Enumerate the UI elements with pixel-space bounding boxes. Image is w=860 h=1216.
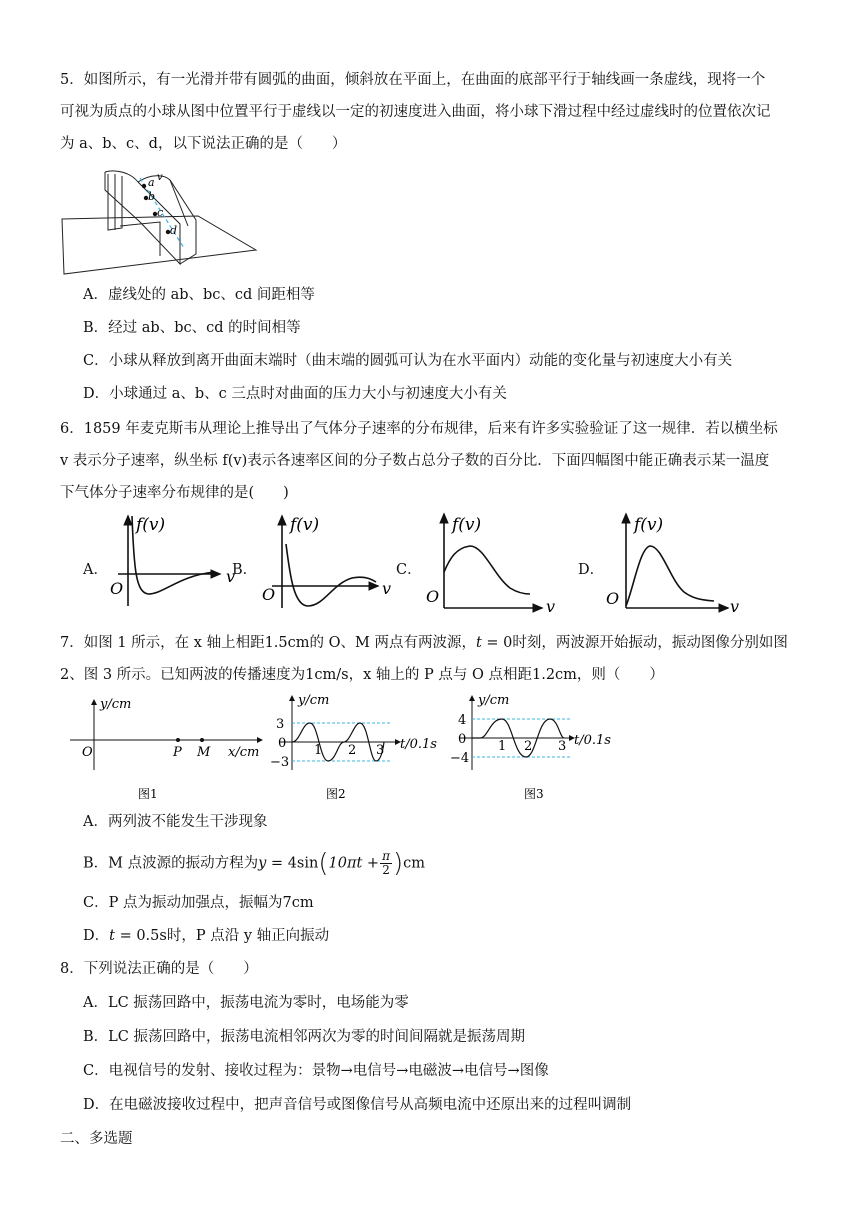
q5-line1: 5．如图所示，有一光滑并带有圆弧的曲面，倾斜放在平面上，在曲面的底部平行于轴线画一条虚线，现将一个 [60,72,766,88]
q7-line1: 7．如图 1 所示，在 x 轴上相距1.5cm的 O、M 两点有两波源，t = 0时刻，两波源开始振动，振动图像分别如图 [60,635,788,651]
q7-fig3-zero: 0 [458,732,467,747]
q6-d-origin: O [606,589,620,608]
q7-option-b: B．M 点波源的振动方程为y = 4sin(10πt + $\frac{\pi}{2}$ )cm [83,848,425,879]
q6-letter-d: D． [578,562,605,578]
q6-graph-c [424,510,564,614]
q7-option-c: C．P 点为振动加强点，振幅为7cm [83,895,314,911]
q7-fig1-m: M [197,745,211,760]
q8-option-d: D．在电磁波接收过程中，把声音信号或图像信号从高频电流中还原出来的过程叫调制 [83,1097,632,1113]
q5-label-a: a [148,176,155,189]
q7-fig3-t2: 2 [524,739,533,754]
q6-a-xlabel: v [226,567,236,586]
q6-a-ylabel: f(v) [136,515,166,535]
q6-d-ylabel: f(v) [634,515,664,535]
q7-fig3-xlabel: t/0.1s [574,733,611,748]
q8-option-c: C．电视信号的发射、接收过程为：景物→电信号→电磁波→电信号→图像 [83,1063,549,1079]
q6-line2: v 表示分子速率，纵坐标 f(v)表示各速率区间的分子数占总分子数的百分比．下面四幅图中能正确表示某一温度 [60,453,770,469]
q7-fig2-bottom: −3 [270,755,290,770]
q6-d-xlabel: v [730,597,740,616]
q5-label-c: c [157,206,164,219]
q6-c-xlabel: v [546,597,556,616]
q7-figure-1 [66,692,266,804]
q7-fig1-caption: 图1 [138,787,158,801]
q6-letter-b: B． [232,562,258,578]
q5-line3: 为 a、b、c、d，以下说法正确的是（ ） [60,136,347,152]
q7-fig2-t3: 3 [376,743,385,758]
q5-option-c: C．小球从释放到离开曲面末端时（曲末端的圆弧可认为在水平面内）动能的变化量与初速度大小有关 [83,353,733,369]
q7-fig1-p: P [173,745,182,760]
q5-option-b: B．经过 ab、bc、cd 的时间相等 [83,320,301,336]
q7-fig3-caption: 图3 [524,787,544,801]
q7-figure-3 [450,690,630,804]
q7-option-a: A．两列波不能发生干涉现象 [83,814,268,830]
q5-option-a: A．虚线处的 ab、bc、cd 间距相等 [83,287,315,303]
q7-fig3-ylabel: y/cm [478,693,510,708]
q6-letter-a: A． [83,562,108,578]
q8-option-a: A．LC 振荡回路中，振荡电流为零时，电场能为零 [83,995,409,1011]
q5-line2: 可视为质点的小球从图中位置平行于虚线以一定的初速度进入曲面，将小球下滑过程中经过虚线时的位置依次记 [60,104,771,120]
q7-fig3-t1: 1 [498,739,507,754]
q7-line2: 2、图 3 所示。已知两波的传播速度为1cm/s，x 轴上的 P 点与 O 点相距1.2cm，则（ ） [60,667,664,683]
q7-fig2-xlabel: t/0.1s [400,737,437,752]
q7-fig2-zero: 0 [278,736,287,751]
section-multiple-choice: 二、多选题 [60,1131,133,1147]
q6-c-ylabel: f(v) [452,515,482,535]
q7-fig3-t3: 3 [558,739,567,754]
q7-fig3-bottom: −4 [450,751,470,766]
q6-b-xlabel: v [382,579,392,598]
q5-incline-figure [60,164,260,276]
q5-option-d: D．小球通过 a、b、c 三点时对曲面的压力大小与初速度大小有关 [83,386,507,402]
q6-c-origin: O [426,587,440,606]
q7-fig2-ylabel: y/cm [298,693,330,708]
q5-label-d: d [170,224,178,237]
q5-label-b: b [148,190,156,203]
q6-a-origin: O [110,579,124,598]
q7-figure-2 [266,690,446,804]
q7-fig1-xlabel: x/cm [228,745,260,760]
q5-label-v: v [157,172,163,183]
q7-fig1-origin: O [82,745,93,760]
q6-line1: 6．1859 年麦克斯韦从理论上推导出了气体分子速率的分布规律，后来有许多实验验证了这一规律．若以横坐标 [60,421,778,437]
q6-line3: 下气体分子速率分布规律的是( ) [60,485,289,501]
q7-fig2-top: 3 [276,717,285,732]
q8-line1: 8．下列说法正确的是（ ） [60,961,258,977]
q6-graph-b [262,510,402,610]
q6-b-ylabel: f(v) [290,515,320,535]
q7-fig2-t1: 1 [314,743,323,758]
q7-fig3-top: 4 [458,713,467,728]
q7-option-d: D．t = 0.5s时，P 点沿 y 轴正向振动 [83,928,330,944]
q8-option-b: B．LC 振荡回路中，振荡电流相邻两次为零的时间间隔就是振荡周期 [83,1029,525,1045]
q7-fig2-t2: 2 [348,743,357,758]
q6-graph-a [108,510,248,610]
q6-graph-d [604,510,744,614]
q6-letter-c: C． [396,562,422,578]
q6-b-origin: O [262,585,276,604]
q7-fig2-caption: 图2 [326,787,346,801]
q7-fig1-ylabel: y/cm [100,697,132,712]
